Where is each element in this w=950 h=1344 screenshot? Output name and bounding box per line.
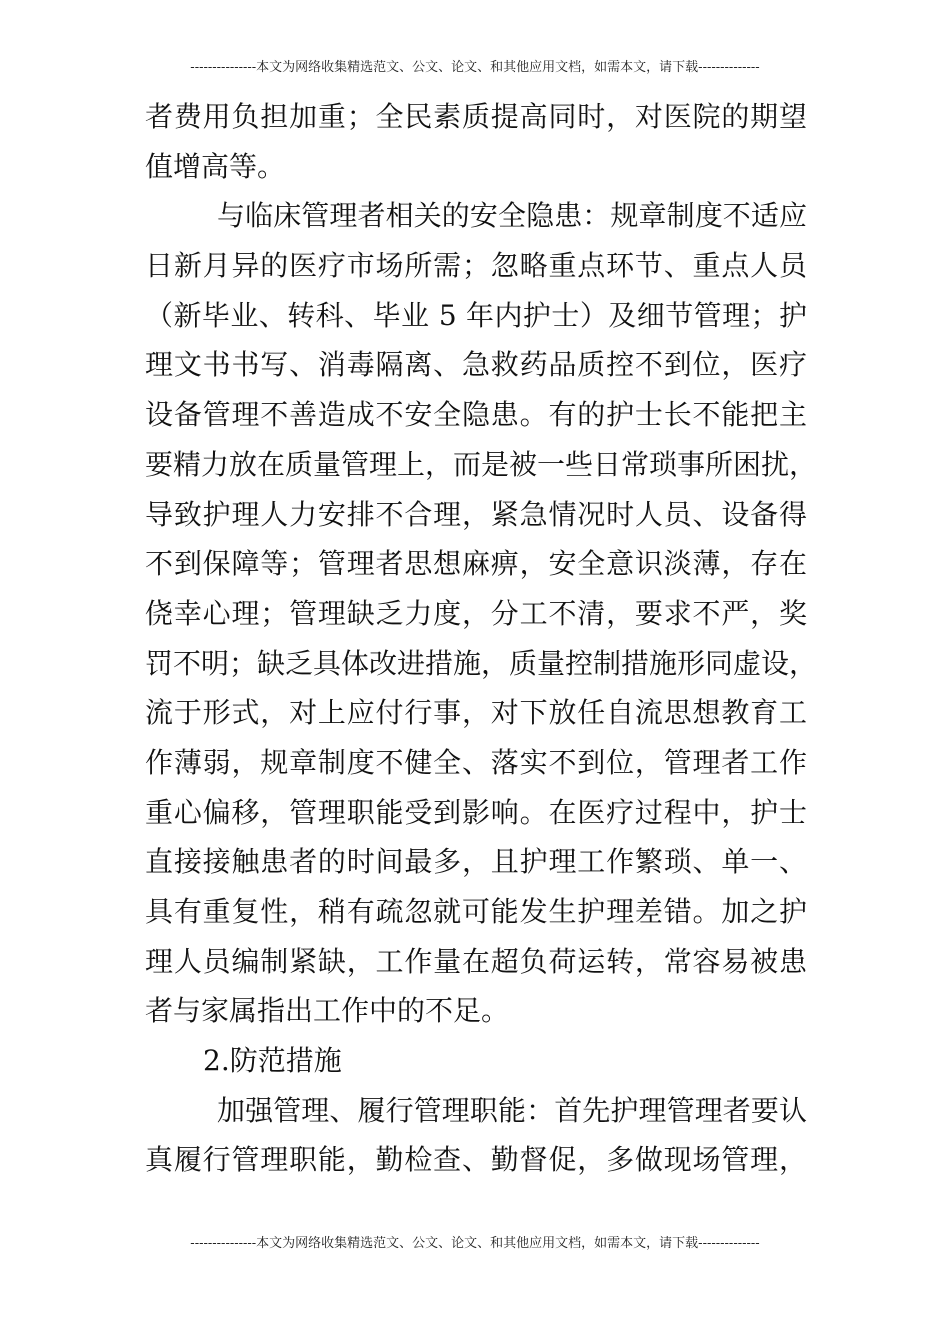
text-line: 流于形式，对上应付行事，对下放任自流思想教育工 bbox=[145, 696, 807, 730]
text-line: 理文书书写、消毒隔离、急救药品质控不到位，医疗 bbox=[145, 348, 807, 382]
footer-banner: ---------------本文为网络收集精选范文、公文、论文、和其他应用文档，如需本文，请下载-------------- bbox=[190, 1236, 760, 1251]
header-banner: ---------------本文为网络收集精选范文、公文、论文、和其他应用文档，如需本文，请下载-------------- bbox=[190, 60, 760, 75]
text-line: 理人员编制紧缺，工作量在超负荷运转，常容易被患 bbox=[145, 944, 807, 978]
text-line: 者费用负担加重；全民素质提高同时，对医院的期望 bbox=[145, 100, 807, 133]
section-heading: 2.防范措施 bbox=[203, 1044, 342, 1078]
text-line: 真履行管理职能，勤检查、勤督促，多做现场管理， bbox=[145, 1143, 807, 1177]
paragraph-start-line: 与临床管理者相关的安全隐患：规章制度不适应 bbox=[217, 199, 807, 233]
text-line: 日新月异的医疗市场所需；忽略重点环节、重点人员 bbox=[145, 249, 807, 283]
text-line: 具有重复性，稍有疏忽就可能发生护理差错。加之护 bbox=[145, 895, 807, 928]
text-line: 作薄弱，规章制度不健全、落实不到位，管理者工作 bbox=[145, 745, 807, 779]
text-line: 导致护理人力安排不合理，紧急情况时人员、设备得 bbox=[145, 497, 807, 531]
text-line: 要精力放在质量管理上，而是被一些日常琐事所困扰， bbox=[145, 447, 818, 481]
text-line: 重心偏移，管理职能受到影响。在医疗过程中，护士 bbox=[145, 795, 807, 829]
document-body bbox=[145, 92, 818, 1185]
text-line: 设备管理不善造成不安全隐患。有的护士长不能把主 bbox=[145, 398, 807, 432]
text-line: 不到保障等；管理者思想麻痹，安全意识淡薄，存在 bbox=[145, 547, 807, 581]
text-line: 者与家属指出工作中的不足。 bbox=[145, 994, 510, 1028]
text-line: 直接接触患者的时间最多，且护理工作繁琐、单一、 bbox=[145, 845, 807, 879]
text-line: 罚不明；缺乏具体改进措施，质量控制措施形同虚设， bbox=[145, 646, 818, 680]
text-line: 值增高等。 bbox=[145, 149, 286, 183]
text-line: （新毕业、转科、毕业 5 年内护士）及细节管理；护 bbox=[145, 298, 807, 332]
paragraph-start-line: 加强管理、履行管理职能：首先护理管理者要认 bbox=[217, 1093, 807, 1127]
text-line: 侥幸心理；管理缺乏力度，分工不清，要求不严，奖 bbox=[145, 596, 807, 630]
